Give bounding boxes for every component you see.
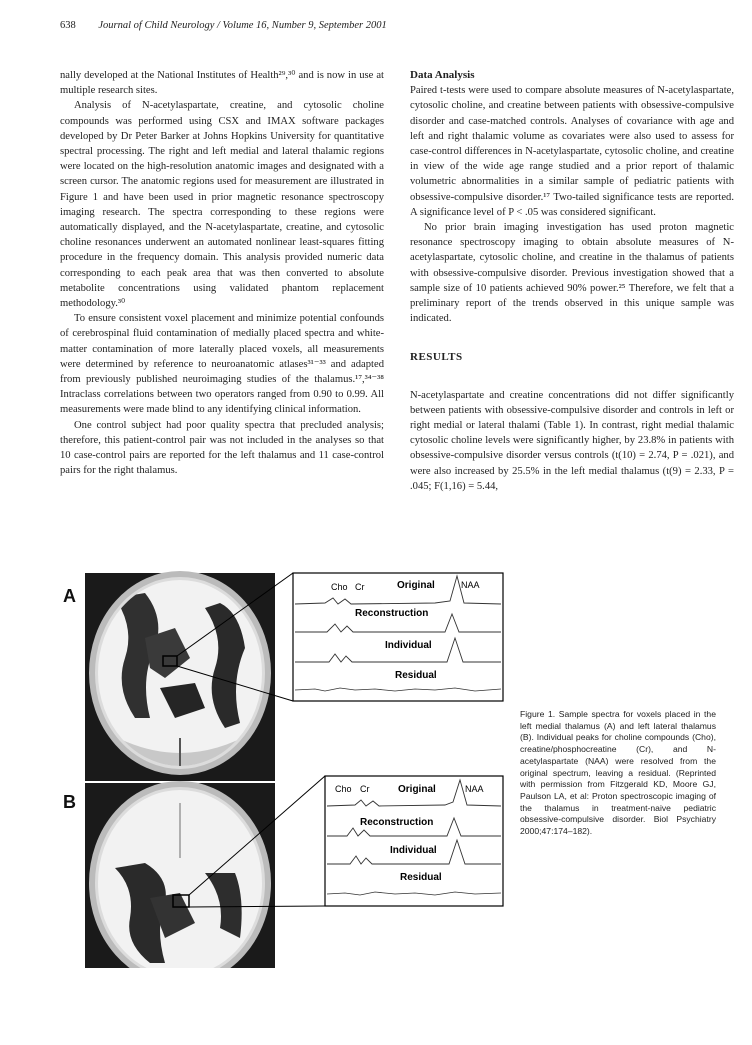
paragraph: No prior brain imaging investigation has used proton magnetic resonance spectroscopy imaging to obtain absolute measures of N-acetylaspartate, cytosolic choline, and creatine in the thalamus of patients with obsessive-compulsive disorder. Previous investigation showed that a sample size of 10 patients achieved 90% power.²⁵ Therefore, we felt that a preliminary report of the trends observed in this unique sample was indicated. [410, 222, 734, 325]
label-reconstruction: Reconstruction [360, 817, 434, 828]
label-cho: Cho [335, 784, 352, 794]
paragraph: nally developed at the National Institutes of Health²⁹,³⁰ and is now in use at multiple research sites. [60, 70, 384, 97]
panel-b [63, 776, 503, 968]
paragraph: Analysis of N-acetylaspartate, creatine, and cytosolic choline compounds was performed using CSX and IMAX software packages developed by Dr Peter Barker at Johns Hopkins University for quantitative spectral processing. The right and left medial and lateral thalamic regions were located on the high-resolution anatomic images and designated with a screen cursor. The anatomic regions used for measurement are illustrated in Figure 1 and have been used in prior magnetic resonance spectroscopy imaging research. The spectra corresponding to these regions were automatically displayed, and the N-acetylaspartate, creatine, and cytosolic choline resonances underwent an automated nonlinear least-squares fitting procedure in the frequency domain. This analysis provided numeric data corresponding to each peak area that was then converted to absolute metabolite concentrations using validated phantom replacement methodology.³⁰ [60, 100, 384, 310]
right-column [410, 68, 734, 494]
label-cr: Cr [360, 784, 370, 794]
running-header [60, 20, 387, 31]
panel-a [63, 573, 503, 783]
section-heading-data-analysis: Data Analysis [410, 69, 475, 81]
spectra-box [293, 573, 503, 701]
spectra-box [325, 776, 503, 906]
panel-letter: B [63, 792, 76, 812]
figure-1 [55, 568, 515, 968]
label-individual: Individual [385, 640, 432, 651]
paragraph: Paired t-tests were used to compare absolute measures of N-acetylaspartate, cytosolic choline, and creatine between patients with obsessive-compulsive disorder and case-matched controls. Analyses of covariance with age and left and right thalamic volume as covariates were also used to assess for case-control differences in N-acetylaspartate, cytosolic choline, and creatine in view of the wide age range studied and a prior report of thalamic volumetric abnormalities in a similar sample of pediatric patients with obsessive-compulsive disorder.¹⁷ Two-tailed significance tests are reported. A significance level of P < .05 was considered significant. [410, 85, 734, 218]
label-naa: NAA [465, 784, 484, 794]
label-residual: Residual [395, 670, 437, 681]
label-cr: Cr [355, 582, 365, 592]
page-number: 638 [60, 20, 76, 31]
label-naa: NAA [461, 580, 480, 590]
left-column [60, 68, 384, 478]
label-original: Original [397, 580, 435, 591]
journal-citation: Journal of Child Neurology / Volume 16, Number 9, September 2001 [98, 20, 387, 31]
paragraph: N-acetylaspartate and creatine concentrations did not differ significantly between patients with obsessive-compulsive disorder and controls in left or right medial or lateral thalami (Table 1). In contrast, right medial thalamic cytosolic choline levels were significantly higher, by 23.8% in patients with obsessive-compulsive disorder versus controls (t(10) = 2.74, P = .021), and were also increased by 25.5% in the left medial thalamus (t(9) = 2.33, P = .045; F(1,16) = 5.44, [410, 389, 734, 492]
mri-image [85, 783, 275, 968]
figure-caption [520, 709, 716, 838]
panel-letter: A [63, 586, 76, 606]
section-heading-results: RESULTS [410, 351, 463, 364]
label-individual: Individual [390, 845, 437, 856]
label-cho: Cho [331, 582, 348, 592]
label-residual: Residual [400, 872, 442, 883]
paragraph: To ensure consistent voxel placement and minimize potential confounds of cerebrospinal fluid contamination of medially placed spectra and white-matter contamination of more laterally placed voxels, all measurements were determined by reference to neuroanatomic atlases³¹⁻³³ and adapted from previously published neuroimaging studies of the thalamus.¹⁷,³⁴⁻³⁸ Intraclass correlations between two operators ranged from 0.90 to 0.99. All measurements were made blind to any identifying clinical information. [60, 313, 384, 416]
mri-image [85, 573, 275, 783]
label-original: Original [398, 784, 436, 795]
label-reconstruction: Reconstruction [355, 608, 429, 619]
caption-text: Figure 1. Sample spectra for voxels placed in the left medial thalamus (A) and left lateral thalamus (B). Individual peaks for choline compounds (Cho), creatine/phosphocreatine (Cr), and N-acetylaspartate (NAA) were resolved from the original spectrum, leaving a residual. (Reprinted with permission from Fitzgerald KD, Moore GJ, Paulson LA, et al: Proton spectroscopic imaging of the thalamus in treatment-naive pediatric obsessive-compulsive disorder. Biol Psychiatry 2000;47:174–182). [520, 709, 716, 837]
paragraph: One control subject had poor quality spectra that precluded analysis; therefore, this patient-control pair was not included in the analyses so that 10 case-control pairs are reported for the left thalamus and 11 case-control pairs for the right thalamus. [60, 419, 384, 477]
